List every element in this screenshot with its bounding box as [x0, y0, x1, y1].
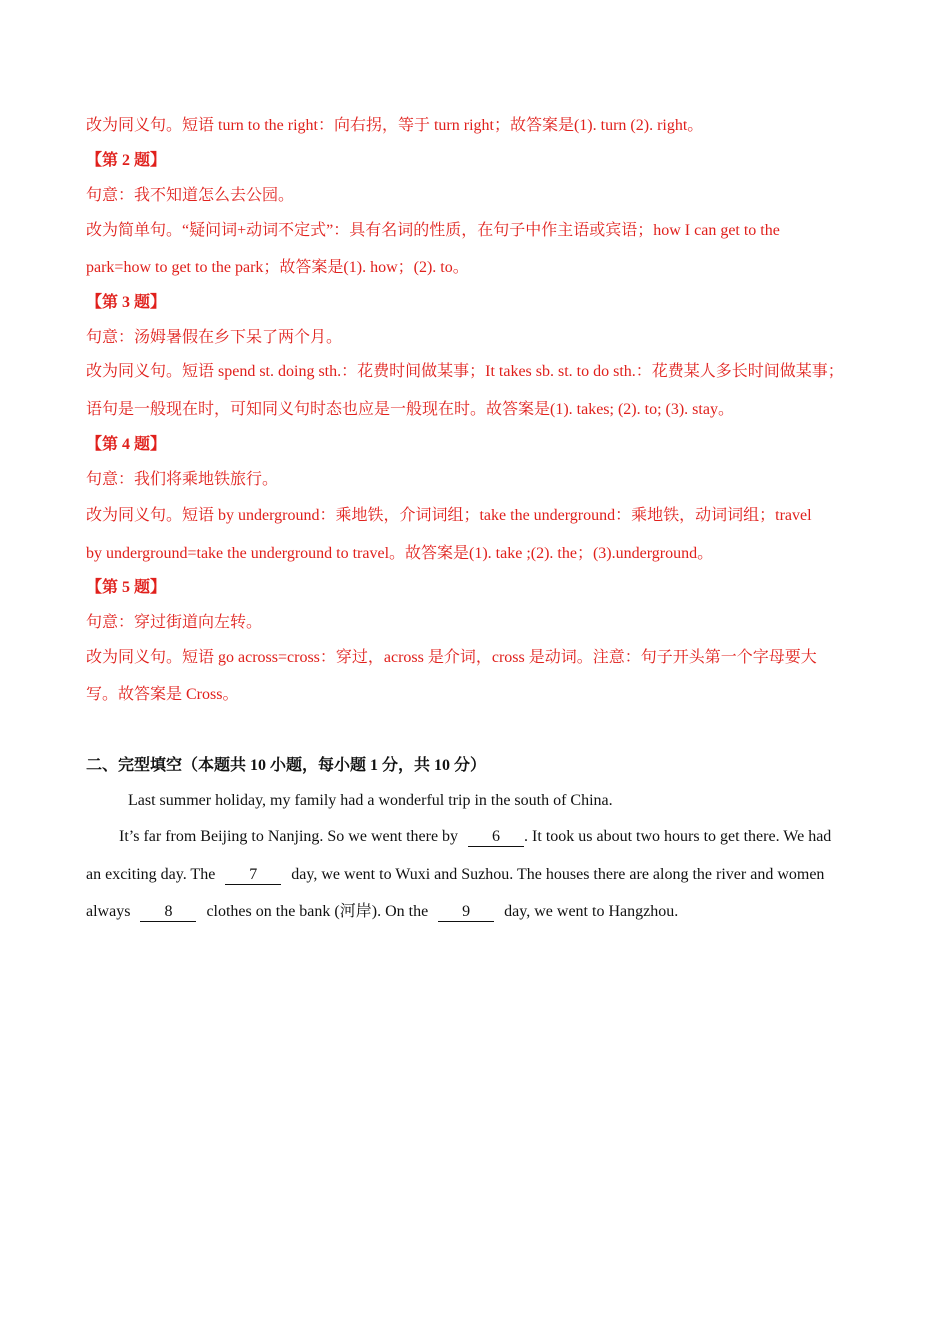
explanation-line: by underground=take the underground to travel。故答案是(1). take ;(2). the；(3).underground。: [86, 545, 714, 562]
passage-line: [119, 827, 831, 847]
passage-line: [86, 865, 824, 885]
passage-text: day, we went to Wuxi and Suzhou. The houses there are along the river and women: [291, 866, 825, 883]
blank-6: 6: [468, 828, 524, 847]
explanation-line: 句意：我不知道怎么去公园。: [86, 187, 295, 204]
explanation-line: 改为同义句。短语 go across=cross：穿过，across 是介词，cross 是动词。注意：句子开头第一个字母要大: [86, 649, 817, 666]
explanation-line: 语句是一般现在时，可知同义句时态也应是一般现在时。故答案是(1). takes; (2). to; (3). stay。: [86, 401, 734, 418]
question-heading: 【第 4 题】: [86, 436, 167, 453]
passage-line: [86, 902, 678, 922]
passage-text: . It took us about two hours to get there. We had: [524, 828, 832, 845]
blank-9: 9: [438, 903, 494, 922]
passage-text: It’s far from Beijing to Nanjing. So we went there by: [119, 828, 459, 845]
blank-7: 7: [225, 866, 281, 885]
explanation-line: 改为同义句。短语 by underground：乘地铁，介词词组；take the underground：乘地铁，动词词组；travel: [86, 507, 812, 524]
explanation-line: 句意：我们将乘地铁旅行。: [86, 471, 279, 488]
question-heading: 【第 5 题】: [86, 579, 167, 596]
passage-text: day, we went to Hangzhou.: [504, 903, 679, 920]
explanation-line: 句意：汤姆暑假在乡下呆了两个月。: [86, 329, 343, 346]
blank-8: 8: [140, 903, 196, 922]
explanation-line: 改为简单句。“疑问词+动词不定式”：具有名词的性质，在句子中作主语或宾语；how I can get to the: [86, 222, 780, 239]
explanation-line: 写。故答案是 Cross。: [86, 686, 239, 703]
passage-line: Last summer holiday, my family had a wonderful trip in the south of China.: [128, 792, 613, 809]
passage-text: clothes on the bank (河岸). On the: [206, 903, 429, 920]
passage-text: an exciting day. The: [86, 866, 216, 883]
question-heading: 【第 3 题】: [86, 294, 167, 311]
explanation-line: 改为同义句。短语 turn to the right：向右拐，等于 turn right；故答案是(1). turn (2). right。: [86, 117, 704, 134]
passage-text: always: [86, 903, 131, 920]
explanation-line: 句意：穿过街道向左转。: [86, 614, 263, 631]
section-title: 二、完型填空（本题共 10 小题，每小题 1 分，共 10 分）: [86, 757, 487, 774]
explanation-line: park=how to get to the park；故答案是(1). how；(2). to。: [86, 259, 469, 276]
explanation-line: 改为同义句。短语 spend st. doing sth.：花费时间做某事；It takes sb. st. to do sth.：花费某人多长时间做某事；: [86, 363, 844, 380]
question-heading: 【第 2 题】: [86, 152, 167, 169]
